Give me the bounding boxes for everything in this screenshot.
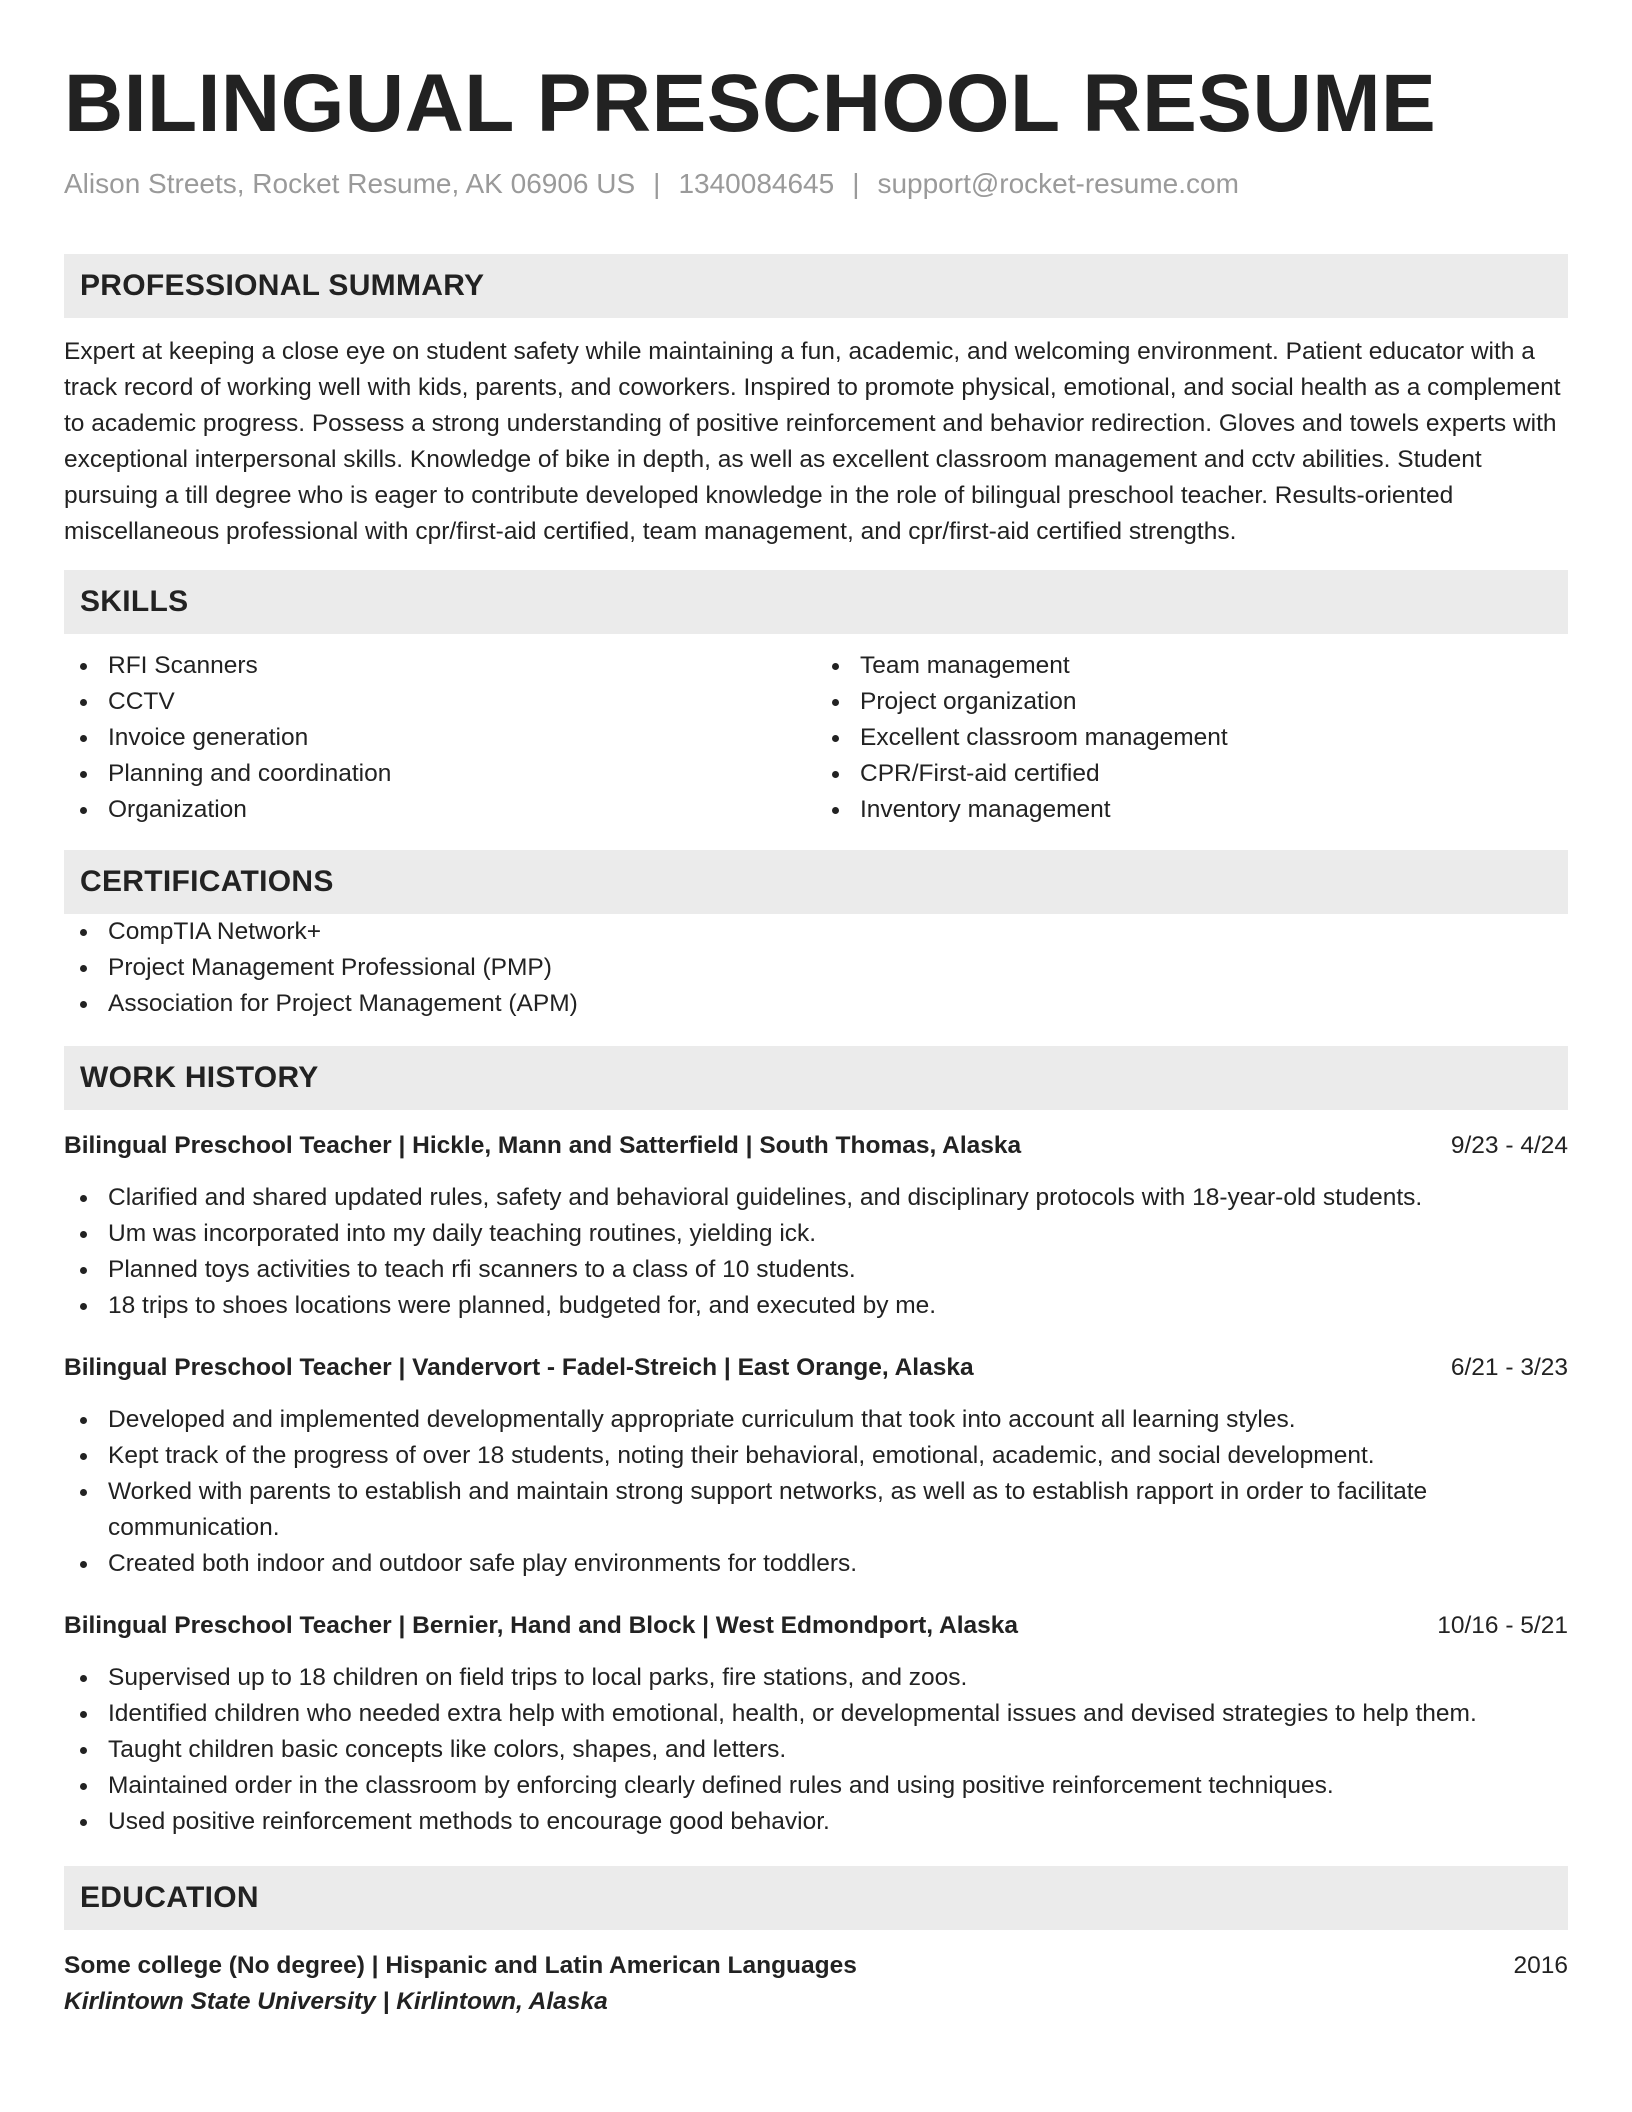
job-header [64, 1128, 1568, 1164]
certifications-list [64, 914, 1568, 1022]
job-bullet: Planned toys activities to teach rfi scanners to a class of 10 students. [64, 1252, 1568, 1288]
education-school: Kirlintown State University | Kirlintown, Alaska [64, 1988, 608, 2015]
job-bullets [64, 1402, 1568, 1582]
certification-item: CompTIA Network+ [64, 914, 1568, 950]
job-bullet: Created both indoor and outdoor safe play environments for toddlers. [64, 1546, 1568, 1582]
job-bullet: Um was incorporated into my daily teaching routines, yielding ick. [64, 1216, 1568, 1252]
skill-item: Planning and coordination [64, 756, 816, 792]
section-header-education: EDUCATION [64, 1866, 1568, 1930]
skill-item: CPR/First-aid certified [816, 756, 1568, 792]
job-bullet: Used positive reinforcement methods to encourage good behavior. [64, 1804, 1568, 1840]
job-dates: 9/23 - 4/24 [1450, 1132, 1568, 1159]
job-bullet: Worked with parents to establish and maintain strong support networks, as well as to establish rapport in order to facilitate communication. [64, 1474, 1568, 1546]
job-title: Bilingual Preschool Teacher | Hickle, Mann and Satterfield | South Thomas, Alaska [64, 1132, 1022, 1159]
job-bullet: Supervised up to 18 children on field trips to local parks, fire stations, and zoos. [64, 1660, 1568, 1696]
summary-text: Expert at keeping a close eye on student safety while maintaining a fun, academic, and welcoming environment. Patient educator with a track record of working well with kids, parents, and coworkers. Inspired to promote physical, emotional, and social health as a complement to academic progress. Possess a strong understanding of positive reinforcement and behavior redirection. Gloves and towels experts with exceptional interpersonal skills. Knowledge of bike in depth, as well as excellent classroom management and cctv abilities. Student pursuing a till degree who is eager to contribute developed knowledge in the role of bilingual preschool teacher. Results-oriented miscellaneous professional with cpr/first-aid certified, team management, and cpr/first-aid certified strengths. [64, 338, 1561, 545]
job-title: Bilingual Preschool Teacher | Bernier, Hand and Block | West Edmondport, Alaska [64, 1612, 1019, 1639]
contact-line [64, 166, 1568, 202]
job-bullet: 18 trips to shoes locations were planned, budgeted for, and executed by me. [64, 1288, 1568, 1324]
education-entry [64, 1948, 1568, 2020]
skill-item: Excellent classroom management [816, 720, 1568, 756]
resume-name: BILINGUAL PRESCHOOL RESUME [64, 58, 1437, 149]
skill-item: CCTV [64, 684, 816, 720]
job-bullet: Kept track of the progress of over 18 students, noting their behavioral, emotional, academic, and social development. [64, 1438, 1568, 1474]
job-dates: 6/21 - 3/23 [1450, 1354, 1568, 1381]
skill-item: Project organization [816, 684, 1568, 720]
job-dates: 10/16 - 5/21 [1437, 1612, 1568, 1639]
skill-item: Organization [64, 792, 816, 828]
job-title: Bilingual Preschool Teacher | Vandervort - Fadel-Streich | East Orange, Alaska [64, 1354, 974, 1381]
skill-item: RFI Scanners [64, 648, 816, 684]
job-entry [64, 1350, 1568, 1582]
job-entry [64, 1608, 1568, 1840]
contact-separator: | [653, 168, 661, 199]
skills-column-left [64, 648, 816, 828]
job-bullets [64, 1180, 1568, 1324]
skills-column-right [816, 648, 1568, 828]
section-header-skills: SKILLS [64, 570, 1568, 634]
certification-item: Association for Project Management (APM) [64, 986, 1568, 1022]
skills-list [64, 648, 1568, 828]
contact-phone: 1340084645 [678, 168, 835, 199]
education-header [64, 1948, 1568, 1984]
job-entry [64, 1128, 1568, 1324]
education-degree: Some college (No degree) | Hispanic and Latin American Languages [64, 1952, 857, 1979]
contact-address: Alison Streets, Rocket Resume, AK 06906 US [64, 168, 636, 199]
contact-separator: | [852, 168, 860, 199]
skill-item: Team management [816, 648, 1568, 684]
job-bullet: Maintained order in the classroom by enforcing clearly defined rules and using positive reinforcement techniques. [64, 1768, 1568, 1804]
contact-email: support@rocket-resume.com [877, 168, 1239, 199]
skill-item: Inventory management [816, 792, 1568, 828]
section-header-summary: PROFESSIONAL SUMMARY [64, 254, 1568, 318]
section-header-work-history: WORK HISTORY [64, 1046, 1568, 1110]
job-bullet: Identified children who needed extra help with emotional, health, or developmental issues and devised strategies to help them. [64, 1696, 1568, 1732]
job-bullets [64, 1660, 1568, 1840]
section-header-certifications: CERTIFICATIONS [64, 850, 1568, 914]
job-bullet: Clarified and shared updated rules, safety and behavioral guidelines, and disciplinary protocols with 18-year-old students. [64, 1180, 1568, 1216]
education-year: 2016 [1513, 1952, 1568, 1979]
job-header [64, 1608, 1568, 1644]
certification-item: Project Management Professional (PMP) [64, 950, 1568, 986]
job-bullet: Taught children basic concepts like colors, shapes, and letters. [64, 1732, 1568, 1768]
skill-item: Invoice generation [64, 720, 816, 756]
job-header [64, 1350, 1568, 1386]
job-bullet: Developed and implemented developmentally appropriate curriculum that took into account all learning styles. [64, 1402, 1568, 1438]
